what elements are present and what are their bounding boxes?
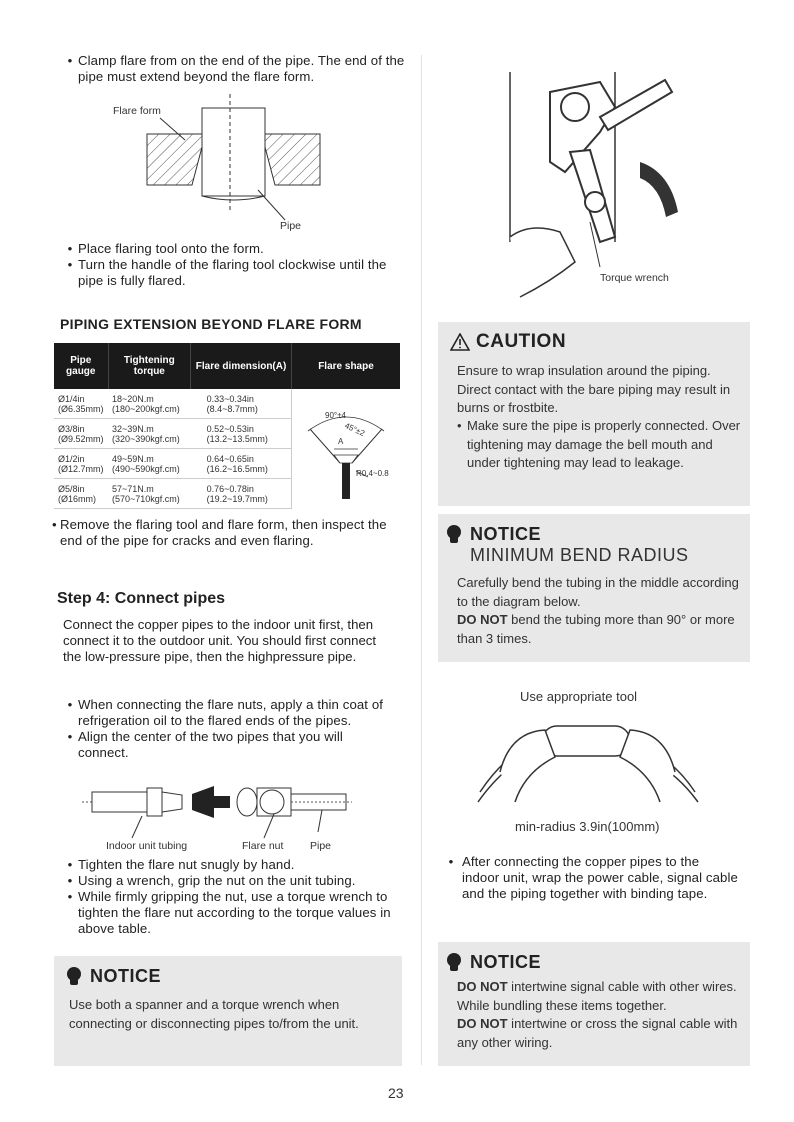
- pipe-label: Pipe: [280, 220, 302, 232]
- bullet-text: Remove the flaring tool and flare form, then inspect the end of the pipe for cracks and even flaring.: [60, 517, 387, 548]
- notice-wire-text-1: intertwine signal cable with other wires. While bundling these items together.: [457, 979, 737, 1013]
- col-header: Flare dimension(A): [191, 343, 292, 389]
- table-cell: [54, 449, 108, 479]
- bullet-list-connect: • When connecting the flare nuts, apply a thin coat of refrigeration oil to the flared ends of the pipes. • Align the center of the two pipes that you will connect.: [62, 697, 392, 761]
- notice-box-wiring: [438, 942, 750, 1066]
- bulb-icon: [66, 967, 82, 987]
- bullet-text: Place flaring tool onto the form.: [78, 241, 264, 256]
- step4-paragraph: Connect the copper pipes to the indoor unit first, then connect it to the outdoor unit. You should first connect the low-pressure pipe, then the highpressure pipe.: [63, 617, 377, 664]
- angle2-label: 45°±2: [343, 421, 367, 439]
- cell-line: (16.2~16.5mm): [206, 463, 268, 474]
- caution-text-2: Make sure the pipe is properly connected. Over tightening may damage the bell mouth and under tightening may lead to leakage.: [467, 418, 741, 470]
- table-cell: [191, 389, 292, 419]
- flare-shape-diagram: [296, 393, 396, 503]
- column-divider: [421, 55, 422, 1065]
- notice-bend-title-text: NOTICE: [470, 524, 542, 544]
- cell-line: 57~71N.m: [112, 483, 154, 494]
- angle-label: 90°±4: [325, 411, 346, 420]
- table-cell: [191, 449, 292, 479]
- notice-box-spanner: [54, 956, 402, 1066]
- col-header: Tightening torque: [108, 343, 191, 389]
- bullet-text: Using a wrench, grip the nut on the unit tubing.: [78, 873, 356, 888]
- col-header: Flare shape: [292, 343, 401, 389]
- table-cell: [108, 479, 191, 509]
- notice-bend-subtitle: MINIMUM BEND RADIUS: [470, 545, 689, 565]
- cell-line: (320~390kgf.cm): [112, 433, 180, 444]
- notice-bend-text: [457, 574, 742, 648]
- flare-table: [54, 343, 400, 509]
- caution-box: [438, 322, 750, 506]
- cell-line: (13.2~13.5mm): [206, 433, 268, 444]
- notice-bend-text-2: bend the tubing more than 90° or more than 3 times.: [457, 612, 735, 646]
- bulb-icon: [446, 525, 462, 545]
- notice-bend-text-1: Carefully bend the tubing in the middle according to the diagram below.: [457, 575, 739, 609]
- bullet-text: Align the center of the two pipes that you will connect.: [78, 729, 343, 760]
- cell-line: Ø1/2in: [58, 453, 85, 464]
- page-number: 23: [388, 1085, 404, 1101]
- bullet-text: When connecting the flare nuts, apply a thin coat of refrigeration oil to the flared ends of the pipes.: [78, 697, 384, 728]
- a-label: A: [338, 437, 344, 446]
- cell-line: Ø5/8in: [58, 483, 85, 494]
- table-cell: [191, 419, 292, 449]
- notice-box-bend: [438, 514, 750, 662]
- connect-pipes-diagram: [82, 772, 352, 842]
- cell-line: (180~200kgf.cm): [112, 403, 180, 414]
- table-header-row: [54, 343, 400, 389]
- cell-line: 0.76~0.78in: [206, 483, 254, 494]
- bulb-icon: [446, 953, 462, 973]
- torque-wrench-illustration: [490, 62, 700, 302]
- flare-form-label: Flare form: [113, 105, 161, 117]
- table-cell: [54, 479, 108, 509]
- cell-line: Ø1/4in: [58, 393, 85, 404]
- cell-line: (19.2~19.7mm): [206, 493, 268, 504]
- bullet-text: Turn the handle of the flaring tool clockwise until the pipe is fully flared.: [78, 257, 387, 288]
- caution-title: [450, 331, 566, 353]
- bullet-text: Clamp flare from on the end of the pipe. The end of the pipe must extend beyond the flare form.: [78, 53, 405, 84]
- do-not-emphasis: DO NOT: [457, 612, 508, 627]
- bullet-text: While firmly gripping the nut, use a torque wrench to tighten the flare nut according to the torque values in above table.: [78, 889, 391, 936]
- caution-bullet: • Make sure the pipe is properly connected. Over tightening may damage the bell mouth and under tightening may lead to leakage.: [457, 417, 747, 473]
- notice-wire-text-2: intertwine or cross the signal cable with any other wiring.: [457, 1016, 738, 1050]
- cell-line: Ø3/8in: [58, 423, 85, 434]
- indoor-tubing-label: Indoor unit tubing: [106, 840, 188, 852]
- cell-line: 18~20N.m: [112, 393, 154, 404]
- bullet-list-flaring: • Place flaring tool onto the form. • Turn the handle of the flaring tool clockwise until the pipe is fully flared.: [62, 241, 412, 289]
- bend-radius-label: min-radius 3.9in(100mm): [515, 819, 660, 834]
- notice-wire-text: [457, 978, 745, 1052]
- after-connect-note: • After connecting the copper pipes to the indoor unit, wrap the power cable, signal cable and the piping together with binding tape.: [440, 854, 740, 902]
- notice-title: [66, 966, 161, 987]
- cell-line: 32~39N.m: [112, 423, 154, 434]
- table-cell: [54, 389, 108, 419]
- cell-line: 0.64~0.65in: [206, 453, 254, 464]
- caution-title-text: CAUTION: [476, 331, 567, 352]
- cell-line: (490~590kgf.cm): [112, 463, 180, 474]
- notice-wire-title-text: NOTICE: [470, 952, 542, 972]
- radius-label: R0.4~0.8: [356, 469, 389, 478]
- cell-line: 0.52~0.53in: [206, 423, 254, 434]
- notice-bend-title: [446, 524, 541, 545]
- remove-tool-note: • Remove the flaring tool and flare form, then inspect the end of the pipe for cracks and even flaring.: [52, 517, 412, 549]
- notice-wire-title: [446, 952, 541, 973]
- table-cell: [191, 479, 292, 509]
- do-not-emphasis: DO NOT: [457, 979, 508, 994]
- bullet-list-clamp: • Clamp flare from on the end of the pipe. The end of the pipe must extend beyond the flare form.: [62, 53, 412, 85]
- warning-icon: [450, 333, 470, 351]
- do-not-emphasis: DO NOT: [457, 1016, 508, 1031]
- cell-line: (Ø6.35mm): [58, 403, 104, 414]
- cell-line: (8.4~8.7mm): [206, 403, 258, 414]
- step4-title: Step 4: Connect pipes: [57, 590, 226, 607]
- notice-text: Use both a spanner and a torque wrench when connecting or disconnecting pipes to/from the unit.: [69, 997, 359, 1031]
- table-cell: [108, 449, 191, 479]
- table-cell: [108, 419, 191, 449]
- bend-tubing-illustration: [470, 712, 710, 817]
- bullet-text: Tighten the flare nut snugly by hand.: [78, 857, 295, 872]
- bend-tool-label: Use appropriate tool: [520, 689, 638, 704]
- flare-shape-cell: [292, 389, 401, 509]
- table-cell: [54, 419, 108, 449]
- notice-title-text: NOTICE: [90, 966, 162, 986]
- cell-line: (Ø9.52mm): [58, 433, 104, 444]
- bullet-list-tighten: • Tighten the flare nut snugly by hand. • Using a wrench, grip the nut on the unit tubing. • While firmly gripping the nut, use a torque wrench to tighten the flare nut according to the torque values in above table.: [62, 857, 402, 937]
- torque-wrench-label: Torque wrench: [600, 272, 669, 284]
- flare-nut-label: Flare nut: [242, 840, 284, 852]
- cell-line: (Ø16mm): [58, 493, 96, 504]
- table-cell: [108, 389, 191, 419]
- cell-line: (Ø12.7mm): [58, 463, 104, 474]
- col-header: Pipe gauge: [54, 343, 108, 389]
- table-row: [54, 389, 400, 419]
- cell-line: (570~710kgf.cm): [112, 493, 180, 504]
- caution-text-1: Ensure to wrap insulation around the piping. Direct contact with the bare piping may result in burns or frostbite.: [457, 363, 731, 415]
- cell-line: 49~59N.m: [112, 453, 154, 464]
- pipe-label-2: Pipe: [310, 840, 332, 852]
- bullet-text: After connecting the copper pipes to the indoor unit, wrap the power cable, signal cable and the piping together with binding tape.: [462, 854, 738, 901]
- table-title: PIPING EXTENSION BEYOND FLARE FORM: [60, 316, 362, 332]
- cell-line: 0.33~0.34in: [206, 393, 254, 404]
